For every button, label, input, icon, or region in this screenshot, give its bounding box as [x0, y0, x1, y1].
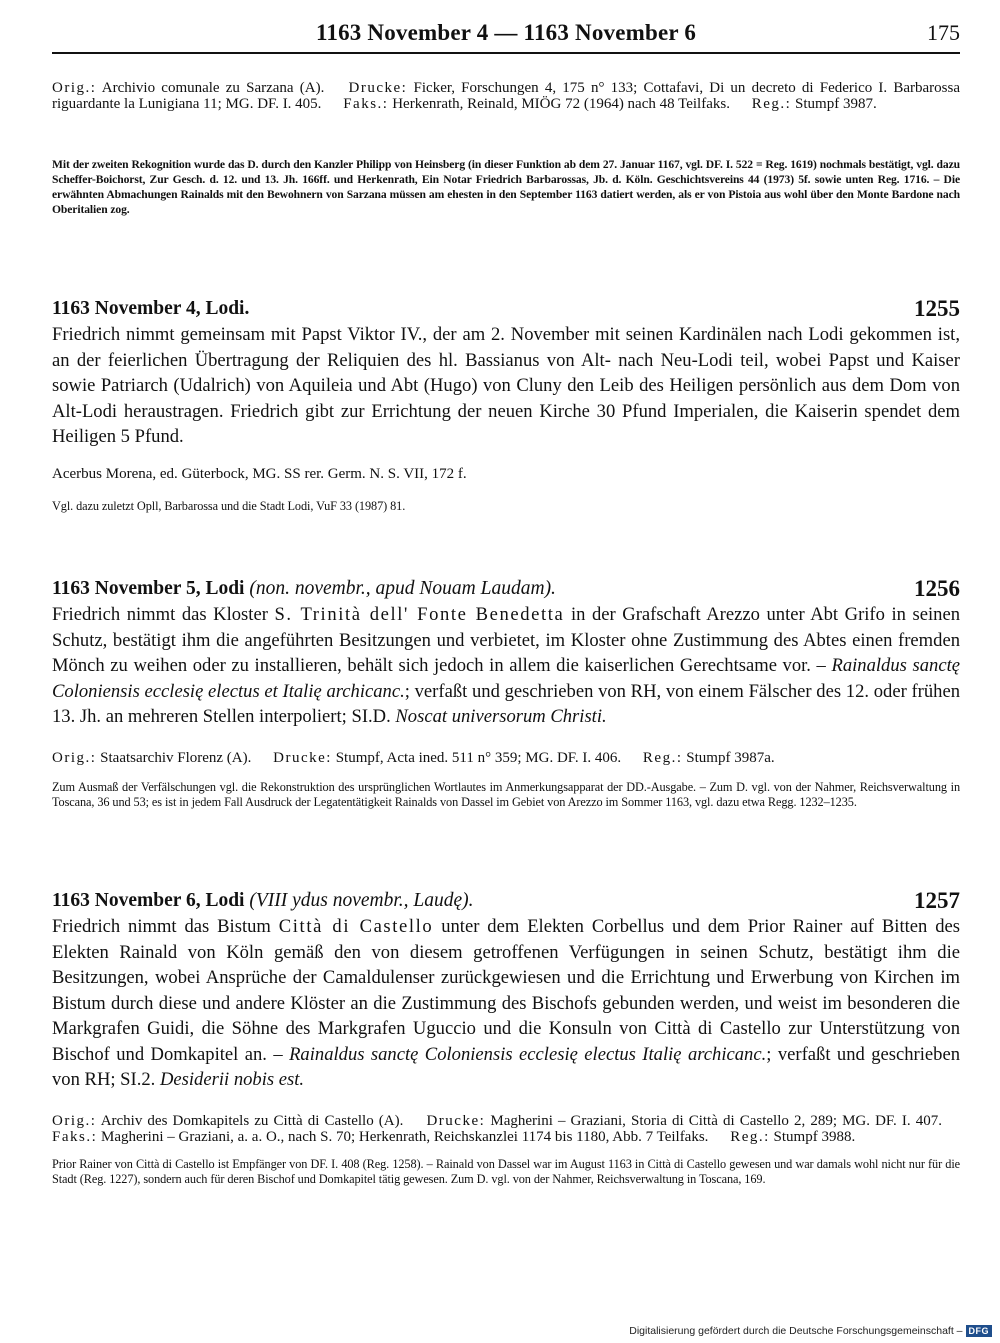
- regest-number: 1257: [914, 888, 960, 913]
- recipient-name: S. Trinità dell' Fonte Benedetta: [274, 604, 565, 625]
- entry-1256: [52, 578, 960, 810]
- entry-note: Zum Ausmaß der Verfälschungen vgl. die Rekonstruktion des ursprünglichen Wortlautes im Anmerkungsapparat der DD.-Ausgabe. – Zum D. vgl. von der Nahmer, Reichsverwaltung in Toscana, 36 und 53; es ist in jedem Fall Ausdruck der Legatentätigkeit Rainalds von Dassel im Gebiet von Arezzo im Sommer 1163, vgl. dazu etwa Regg. 1232–1235.: [52, 779, 960, 809]
- drucke-text: Stumpf, Acta ined. 511 n° 359; MG. DF. I. 406.: [335, 749, 622, 766]
- entry-1255: [52, 298, 960, 514]
- entry-date-latin: (non. novembr., apud Nouam Laudam).: [249, 578, 556, 599]
- incipit-latin: Desiderii nobis est.: [159, 1069, 305, 1090]
- entry-sources: [52, 750, 960, 766]
- dfg-logo: DFG: [966, 1325, 993, 1337]
- drucke-text: Magherini – Graziani, Storia di Città di Castello 2, 289; MG. DF. I. 407.: [490, 1112, 942, 1129]
- reg-label: Reg.:: [730, 1128, 770, 1145]
- entry-text-part: Friedrich nimmt das Kloster: [52, 604, 268, 625]
- entry-text-part: unter dem Elekten Corbellus und dem Prior Rainer auf Bitten des Elekten Rainald von Köln gemäß den von diesem getroffenen Verfügungen in seinen Schutz, bestätigt ihm die Besitzungen, wobei Ansprüche der Camaldulenser zurückgewiesen und die Errichtung und Erwerbung von Kirchen im Bistum durch diese und andere Klöster an die Zustimmung des Bischofs gebunden werden, und weist im besonderen die Markgrafen Guidi, die Söhne des Markgrafen Uguccio und die Konsuln von Città di Castello zur Unterstützung von Bischof und Domkapitel an. –: [52, 916, 960, 1065]
- entry-sources: [52, 1113, 960, 1145]
- entry-note: Prior Rainer von Città di Castello ist Empfänger von DF. I. 408 (Reg. 1258). – Rainald von Dassel war im August 1163 in Città di Castello gewesen und war damals wohl nicht nur für die Stadt (Reg. 1227), sondern auch für deren Bischof und Domkapitel tätig gewesen. Zum D. vgl. von der Nahmer, Reichsverwaltung in Toscana, 169.: [52, 1156, 960, 1186]
- entry-date-place: 1163 November 6, Lodi: [52, 890, 245, 911]
- prev-entry-sources: [52, 80, 960, 112]
- orig-label: Orig.:: [52, 1112, 97, 1129]
- faks-text: Herkenrath, Reinald, MIÖG 72 (1964) nach 48 Teilfaks.: [392, 96, 730, 112]
- entry-text-part: ; verfaßt und geschrieben von RH; SI.2.: [52, 1043, 960, 1090]
- prev-entry-note: Mit der zweiten Rekognition wurde das D. durch den Kanzler Philipp von Heinsberg (in dieser Funktion ab dem 27. Januar 1167, vgl. DF. I. 522 = Reg. 1619) nochmals bestätigt, vgl. dazu Scheffer-Boichorst, Zur Gesch. d. 12. und 13. Jh. 166ff. und Herkenrath, Ein Notar Friedrich Barbarossas, Jb. d. Köln. Geschichtsvereins 44 (1973) 5f. sowie unten Reg. 1716. – Die erwähnten Abmachungen Rainalds mit den Bewohnern von Sarzana müssen am ehesten in den September 1163 datiert werden, als er von Pistoia aus wohl über den Monte Bardone nach Oberitalien zog.: [52, 158, 960, 216]
- running-head: [52, 18, 960, 54]
- drucke-label: Drucke:: [426, 1112, 486, 1129]
- entry-date-place: 1163 November 5, Lodi: [52, 578, 245, 599]
- reg-label: Reg.:: [642, 749, 683, 766]
- entry-1257: [52, 890, 960, 1187]
- orig-text: Archiv des Domkapitels zu Città di Castello (A).: [100, 1112, 404, 1129]
- entry-source: Acerbus Morena, ed. Güterbock, MG. SS rer. Germ. N. S. VII, 172 f.: [52, 465, 467, 482]
- regest-number: 1256: [914, 576, 960, 601]
- page-number: 175: [927, 20, 960, 45]
- orig-label: Orig.:: [52, 749, 97, 766]
- footer-text: Digitalisierung gefördert durch die Deutsche Forschungsgemeinschaft –: [629, 1325, 963, 1337]
- entry-text-part: in der Grafschaft Arezzo unter Abt Grifo in seinen Schutz, bestätigt ihm die angeführten Besitzungen und verbietet, im Kloster ohne Zustimmung des Abtes einen fremden Mönch zu weihen oder zu installieren, behält sich jedoch in allem die kaiserlichen Gerechtsame vor. –: [52, 604, 960, 676]
- footer: [629, 1325, 992, 1337]
- recognition-latin: Rainaldus sanctę Coloniensis ecclesię electus et Italię archicanc.: [52, 655, 960, 702]
- entry-text: [52, 914, 960, 1093]
- drucke-text: Ficker, Forschungen 4, 175 n° 133; Cottafavi, Di un decreto di Federico I. Barbarossa riguardante la Lunigiana 11; MG. DF. I. 405.: [52, 80, 961, 112]
- entry-text: Friedrich nimmt gemeinsam mit Papst Viktor IV., der am 2. November mit seinen Kardinälen nach Lodi gekommen ist, an der feierlichen Übertragung der Reliquien des hl. Bassianus von Alt- nach Neu-Lodi teil, wobei Papst und Kaiser sowie Patriarch (Udalrich) von Aquileia und Abt (Hugo) von Cluny den Leib des Heiligen persönlich aus dem Dom von Alt-Lodi heraustragen. Friedrich gibt zur Errichtung der neuen Kirche 30 Pfund Imperialen, die Kaiserin spendet dem Heiligen 5 Pfund.: [52, 324, 960, 447]
- orig-label: Orig.:: [52, 80, 97, 96]
- faks-text: Magherini – Graziani, a. a. O., nach S. 70; Herkenrath, Reichskanzlei 1174 bis 1180, Abb. 7 Teilfaks.: [101, 1128, 709, 1145]
- entry-text-part: Friedrich nimmt das Bistum: [52, 916, 271, 937]
- incipit-latin: Noscat universorum Christi.: [395, 706, 607, 727]
- faks-label: Faks.:: [52, 1128, 98, 1145]
- reg-label: Reg.:: [751, 96, 792, 112]
- orig-text: Staatsarchiv Florenz (A).: [100, 749, 252, 766]
- entry-date-latin: (VIII ydus novembr., Laudę).: [249, 890, 474, 911]
- entry-heading: [52, 578, 960, 600]
- recognition-latin: Rainaldus sanctę Coloniensis ecclesię electus Italię archicanc.: [289, 1043, 767, 1065]
- drucke-label: Drucke:: [273, 749, 332, 766]
- drucke-label: Drucke:: [348, 80, 408, 96]
- faks-label: Faks.:: [343, 96, 389, 112]
- reg-text: Stumpf 3988.: [773, 1128, 856, 1145]
- entry-heading: [52, 298, 960, 320]
- orig-text: Archivio comunale zu Sarzana (A).: [101, 80, 325, 96]
- entry-note: Vgl. dazu zuletzt Opll, Barbarossa und die Stadt Lodi, VuF 33 (1987) 81.: [52, 498, 406, 513]
- entry-date-place: 1163 November 4, Lodi.: [52, 298, 250, 319]
- recipient-name: Città di Castello: [278, 916, 434, 937]
- running-title: 1163 November 4 — 1163 November 6: [315, 20, 697, 45]
- entry-text-part: ; verfaßt und geschrieben von RH, von einem Fälscher des 12. oder frühen 13. Jh. an mehreren Stellen interpoliert; SI.D.: [52, 680, 960, 727]
- entry-text: [52, 602, 960, 730]
- entry-heading: [52, 890, 960, 912]
- reg-text: Stumpf 3987.: [795, 96, 877, 112]
- regest-number: 1255: [914, 296, 960, 321]
- reg-text: Stumpf 3987a.: [686, 749, 775, 766]
